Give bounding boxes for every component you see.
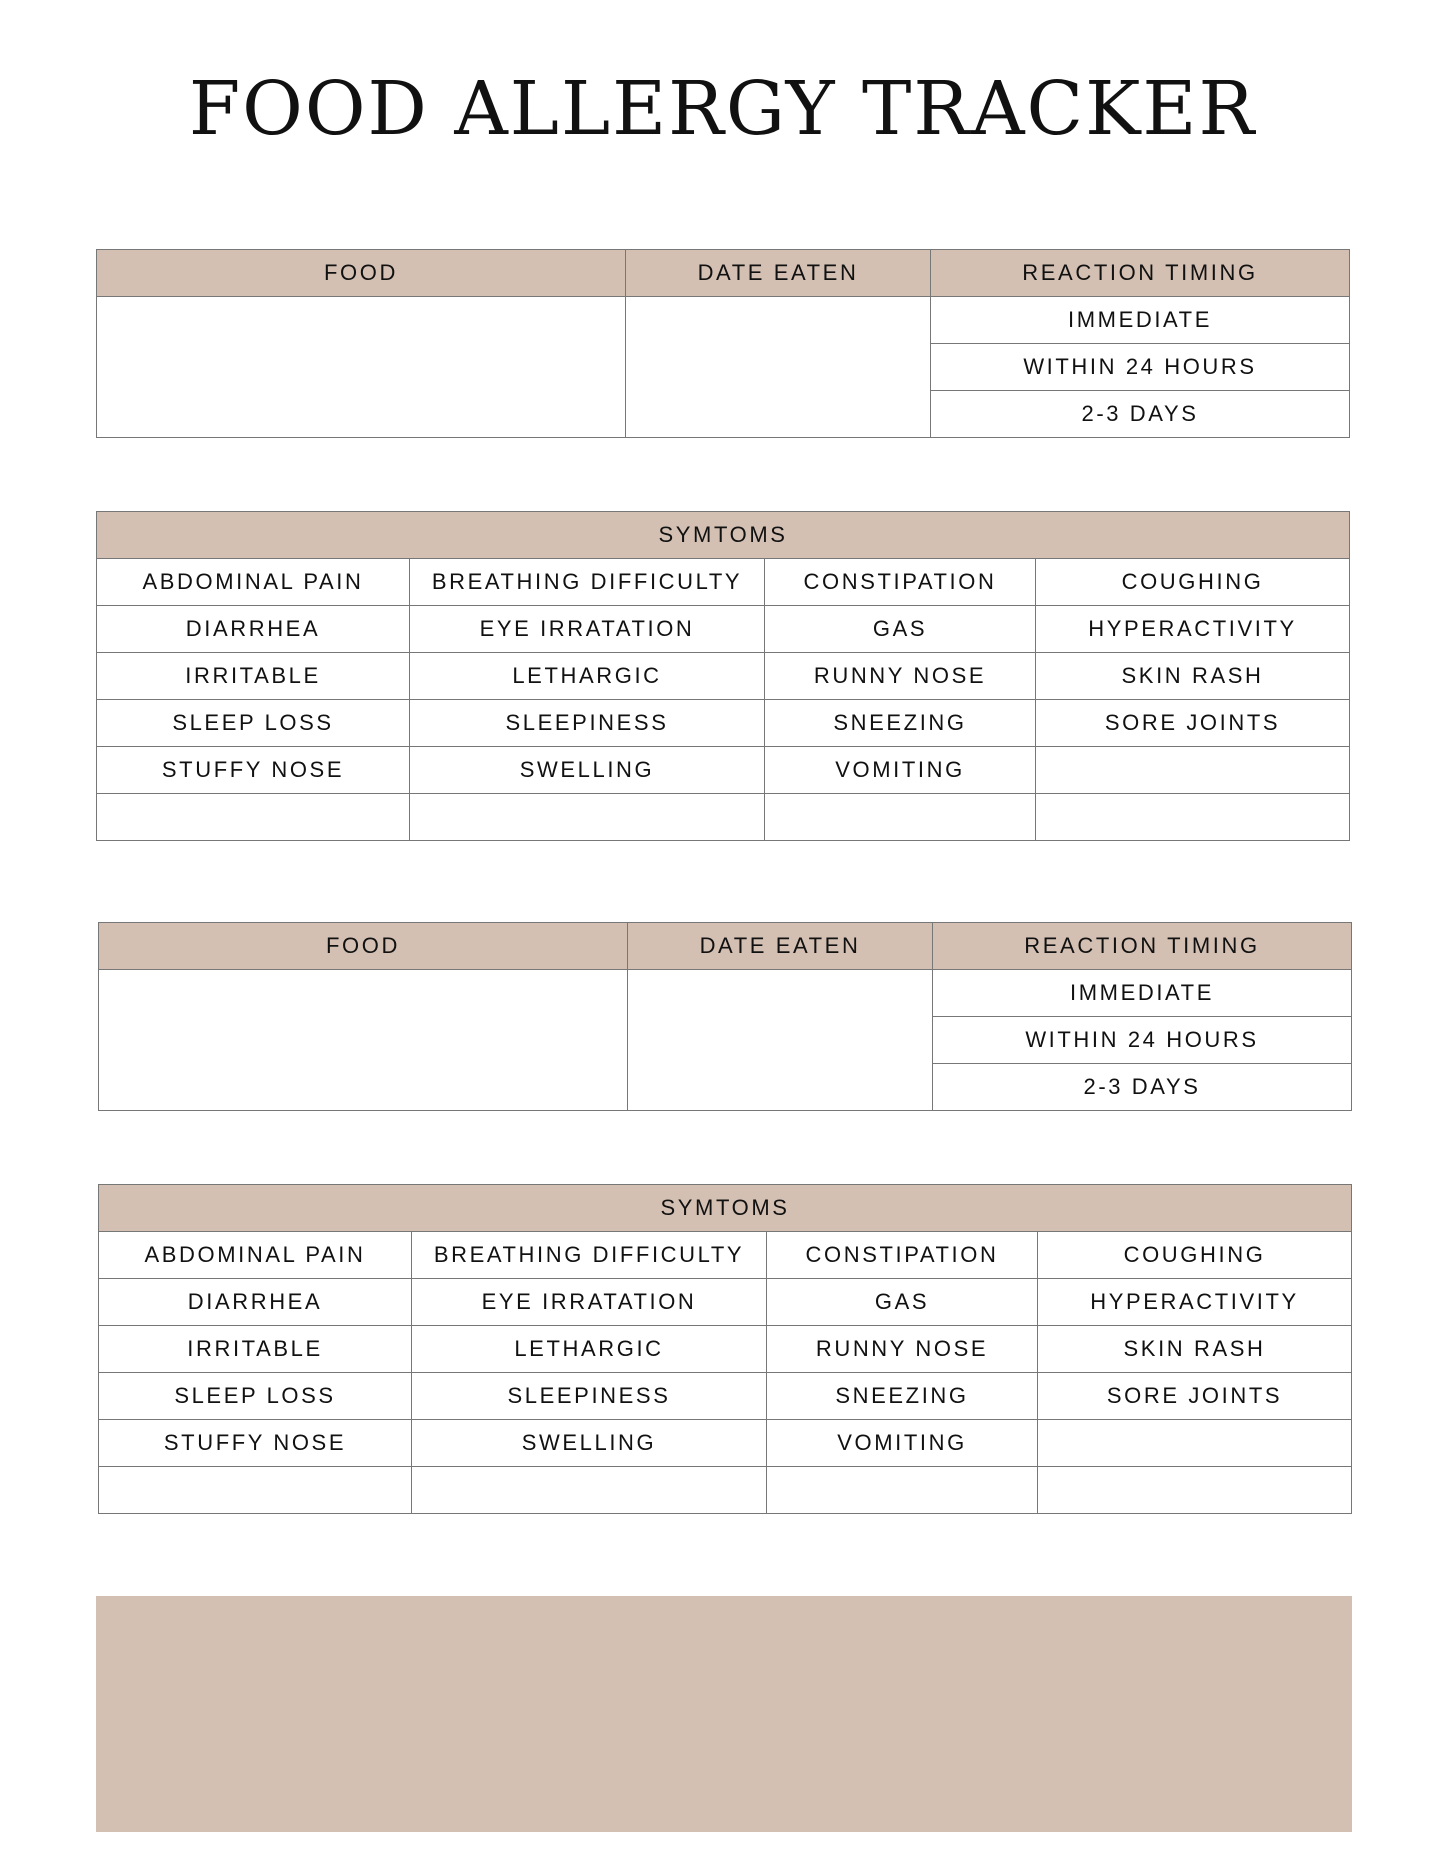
reaction-timing-header: REACTION TIMING <box>933 923 1352 970</box>
symptoms-table-2 <box>98 1184 1352 1514</box>
symptom-option[interactable]: SLEEPINESS <box>410 700 765 747</box>
symptom-option[interactable]: EYE IRRATATION <box>412 1279 767 1326</box>
symptom-option[interactable]: EYE IRRATATION <box>410 606 765 653</box>
timing-option-2-3-days[interactable]: 2-3 DAYS <box>933 1064 1352 1111</box>
timing-option-within-24-hours[interactable]: WITHIN 24 HOURS <box>931 344 1350 391</box>
symptom-blank-cell[interactable] <box>97 794 410 841</box>
symptom-option[interactable]: SKIN RASH <box>1038 1326 1352 1373</box>
timing-option-immediate[interactable]: IMMEDIATE <box>933 970 1352 1017</box>
reaction-timing-header: REACTION TIMING <box>931 250 1350 297</box>
symptom-option[interactable]: VOMITING <box>767 1420 1038 1467</box>
symptom-option[interactable]: COUGHING <box>1036 559 1350 606</box>
symptom-option[interactable]: IRRITABLE <box>99 1326 412 1373</box>
symptom-option[interactable]: DIARRHEA <box>99 1279 412 1326</box>
symptom-blank-cell[interactable] <box>99 1467 412 1514</box>
symptom-option[interactable]: HYPERACTIVITY <box>1038 1279 1352 1326</box>
symptom-option[interactable]: SKIN RASH <box>1036 653 1350 700</box>
food-entry-cell[interactable] <box>97 297 626 438</box>
symptoms-header: SYMTOMS <box>97 512 1350 559</box>
symptom-blank-cell[interactable] <box>1036 747 1350 794</box>
date-eaten-cell[interactable] <box>628 970 933 1111</box>
symptom-option[interactable]: SNEEZING <box>765 700 1036 747</box>
symptom-option[interactable]: SORE JOINTS <box>1038 1373 1352 1420</box>
symptom-option[interactable]: VOMITING <box>765 747 1036 794</box>
symptom-blank-cell[interactable] <box>1038 1420 1352 1467</box>
symptom-option[interactable]: SNEEZING <box>767 1373 1038 1420</box>
food-entry-table-1 <box>96 249 1350 438</box>
date-eaten-header: DATE EATEN <box>628 923 933 970</box>
symptom-option[interactable]: DIARRHEA <box>97 606 410 653</box>
symptom-option[interactable]: RUNNY NOSE <box>767 1326 1038 1373</box>
symptom-option[interactable]: SLEEP LOSS <box>97 700 410 747</box>
symptom-blank-cell[interactable] <box>1036 794 1350 841</box>
symptom-option[interactable]: COUGHING <box>1038 1232 1352 1279</box>
symptom-blank-cell[interactable] <box>1038 1467 1352 1514</box>
symptom-option[interactable]: LETHARGIC <box>412 1326 767 1373</box>
symptom-option[interactable]: BREATHING DIFFICULTY <box>412 1232 767 1279</box>
food-header: FOOD <box>99 923 628 970</box>
symptom-option[interactable]: SLEEP LOSS <box>99 1373 412 1420</box>
page-title: FOOD ALLERGY TRACKER <box>188 66 1257 152</box>
symptom-option[interactable]: ABDOMINAL PAIN <box>97 559 410 606</box>
symptom-option[interactable]: SWELLING <box>412 1420 767 1467</box>
symptom-blank-cell[interactable] <box>767 1467 1038 1514</box>
notes-panel[interactable] <box>96 1596 1352 1832</box>
symptom-blank-cell[interactable] <box>412 1467 767 1514</box>
food-entry-table-2 <box>98 922 1352 1111</box>
symptom-option[interactable]: GAS <box>767 1279 1038 1326</box>
symptoms-header: SYMTOMS <box>99 1185 1352 1232</box>
symptoms-table-1 <box>96 511 1350 841</box>
symptom-blank-cell[interactable] <box>765 794 1036 841</box>
symptom-option[interactable]: BREATHING DIFFICULTY <box>410 559 765 606</box>
date-eaten-cell[interactable] <box>626 297 931 438</box>
symptom-option[interactable]: IRRITABLE <box>97 653 410 700</box>
symptom-option[interactable]: CONSTIPATION <box>767 1232 1038 1279</box>
food-entry-cell[interactable] <box>99 970 628 1111</box>
symptom-option[interactable]: HYPERACTIVITY <box>1036 606 1350 653</box>
symptom-option[interactable]: STUFFY NOSE <box>97 747 410 794</box>
timing-option-2-3-days[interactable]: 2-3 DAYS <box>931 391 1350 438</box>
symptom-option[interactable]: GAS <box>765 606 1036 653</box>
symptom-blank-cell[interactable] <box>410 794 765 841</box>
symptom-option[interactable]: SLEEPINESS <box>412 1373 767 1420</box>
food-header: FOOD <box>97 250 626 297</box>
symptom-option[interactable]: SORE JOINTS <box>1036 700 1350 747</box>
symptom-option[interactable]: STUFFY NOSE <box>99 1420 412 1467</box>
timing-option-within-24-hours[interactable]: WITHIN 24 HOURS <box>933 1017 1352 1064</box>
symptom-option[interactable]: RUNNY NOSE <box>765 653 1036 700</box>
symptom-option[interactable]: ABDOMINAL PAIN <box>99 1232 412 1279</box>
symptom-option[interactable]: SWELLING <box>410 747 765 794</box>
symptom-option[interactable]: CONSTIPATION <box>765 559 1036 606</box>
date-eaten-header: DATE EATEN <box>626 250 931 297</box>
timing-option-immediate[interactable]: IMMEDIATE <box>931 297 1350 344</box>
symptom-option[interactable]: LETHARGIC <box>410 653 765 700</box>
